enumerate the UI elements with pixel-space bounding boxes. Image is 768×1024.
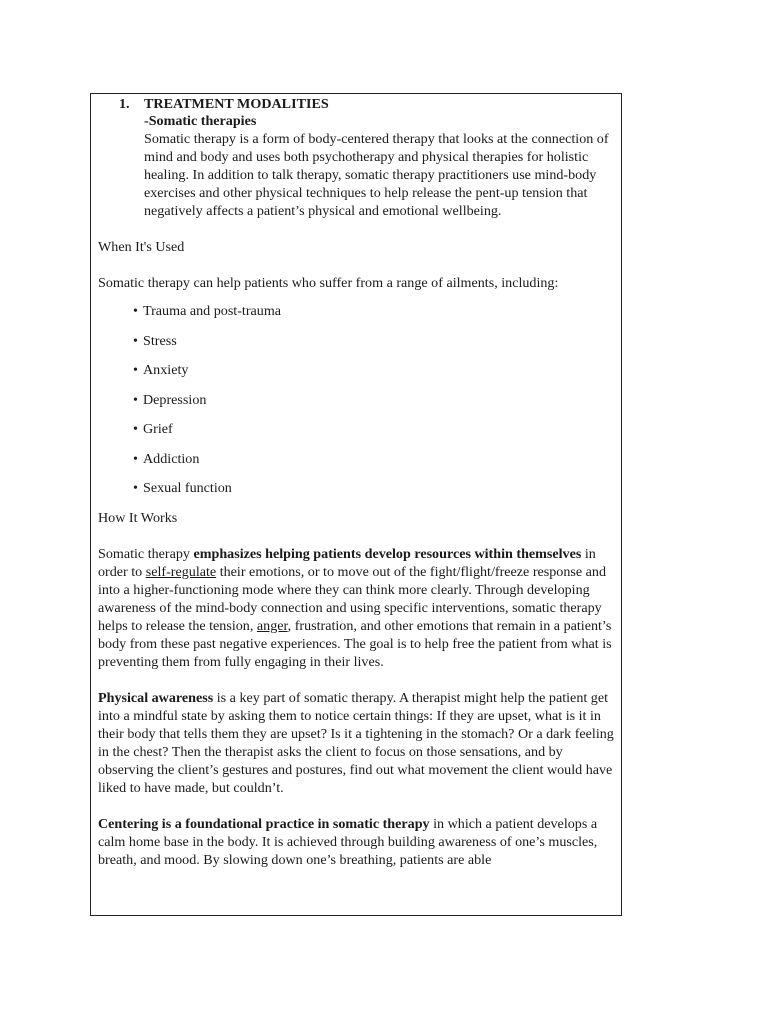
centering-term: Centering is a foundational practice in somatic therapy [98,815,430,832]
list-item: • Trauma and post-trauma [133,303,282,319]
list-item: • Grief [133,421,173,437]
how-works-heading: How It Works [98,509,178,526]
anger-link[interactable]: anger [256,617,288,634]
bullet-icon: • [133,332,138,349]
section-title: TREATMENT MODALITIES [144,96,329,112]
when-used-heading: When It's Used [98,239,185,255]
physical-awareness-paragraph: Physical awareness is a key part of somatic therapy. A therapist might help the patient get into a mindful state by asking them to notice certain things: If they are upset, what is it in their body that tells them they are upset? Is it a tightening in the stomach? Or a dark feeling in the chest? Then the therapist asks the client to focus on those sensations, and by observing the client’s gestures and postures, find out what movement the client would have liked to have made, but couldn’t. [98,689,614,796]
how-works-paragraph-1: Somatic therapy emphasizes helping patients develop resources within themselves in order to self-regulate their emotions, or to move out of the fight/flight/freeze response and into a higher-functioning mode where they can think more clearly. Through developing awareness of the mind-body connection and using specific interventions, somatic therapy helps to release the tension, anger, frustration, and other emotions that remain in a patient’s body from these past negative experiences. The goal is to help free the patient from what is preventing them from fully engaging in their lives. [98,545,612,670]
centering-paragraph: Centering is a foundational practice in somatic therapy in which a patient develops a calm home base in the body. It is achieved through building awareness of one’s muscles, breath, and mood. By slowing down one’s breathing, patients are able [98,815,598,868]
list-item: • Anxiety [133,362,189,378]
list-item: • Depression [133,391,207,408]
when-used-lead: Somatic therapy can help patients who suffer from a range of ailments, including: [98,275,559,291]
bullet-icon: • [133,391,138,408]
bullet-icon: • [133,421,138,437]
intro-paragraph: Somatic therapy is a form of body-centered therapy that looks at the connection of mind and body and uses both psychotherapy and physical therapies for holistic healing. In addition to talk therapy, somatic therapy practitioners use mind-body exercises and other physical techniques to help release the pent-up tension that negatively affects a patient’s physical and emotional wellbeing. [144,131,609,219]
bullet-icon: • [133,362,138,378]
physical-awareness-term: Physical awareness [98,689,214,706]
bullet-icon: • [133,480,138,496]
bullet-icon: • [133,303,138,319]
list-item: • Addiction [133,450,200,467]
section-number: 1. [119,96,130,112]
emphasis-text: emphasizes helping patients develop resources within themselves [193,545,582,562]
bordered-text-box [90,93,622,916]
list-item: • Sexual function [133,480,232,496]
list-item: • Stress [133,332,177,349]
bullet-icon: • [133,450,138,467]
self-regulate-link[interactable]: self-regulate [145,563,217,580]
box-content [98,95,618,869]
section-heading [98,95,618,112]
ailments-list [98,302,618,509]
subheading: -Somatic therapies [144,113,257,129]
